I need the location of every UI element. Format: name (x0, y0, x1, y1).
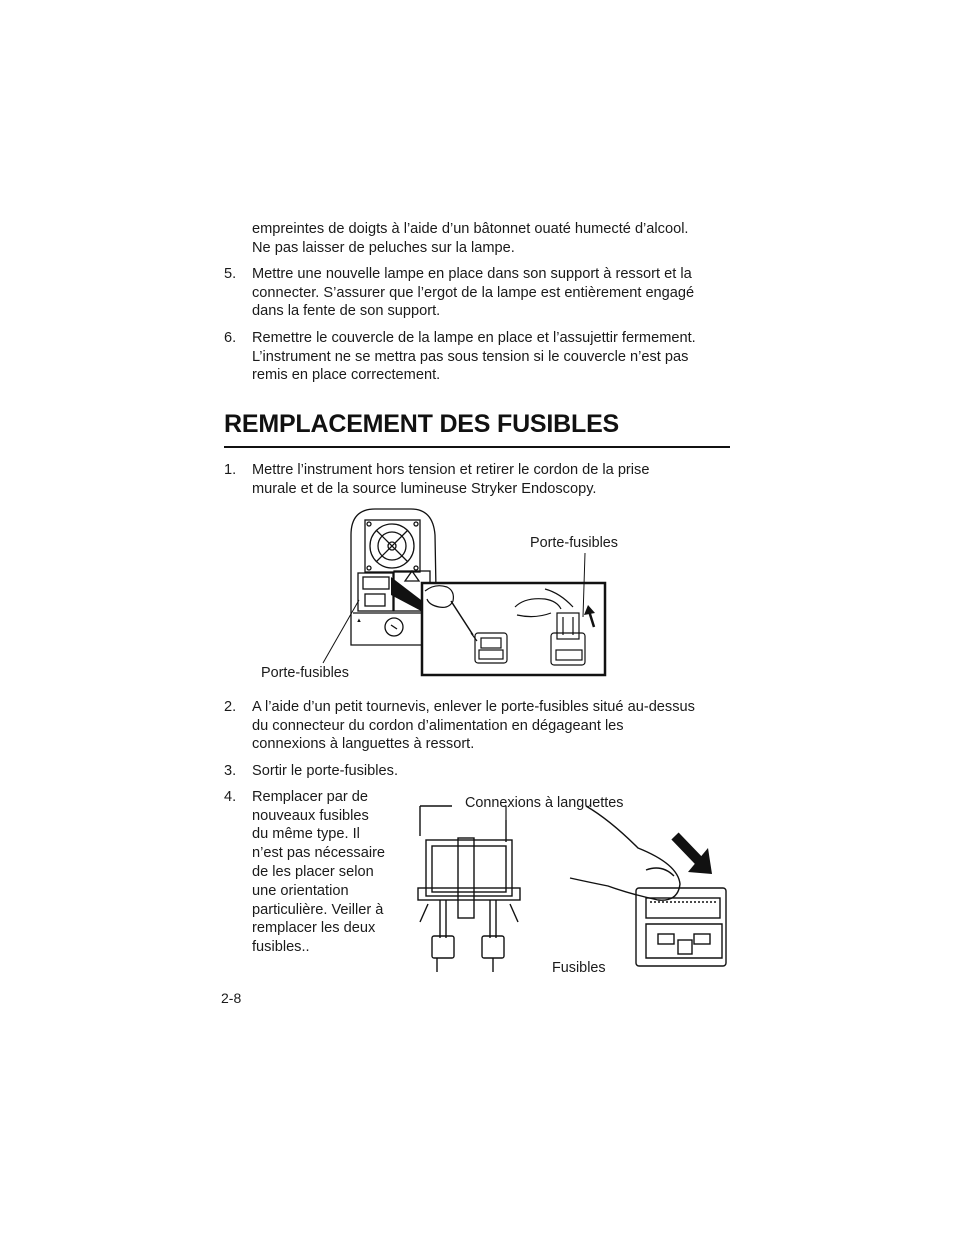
finger (570, 806, 680, 900)
figure-1-illustration (255, 505, 615, 685)
section-title: REMPLACEMENT DES FUSIBLES (224, 410, 620, 438)
fuse-step-1-number: 1. (224, 462, 237, 478)
step-5-number: 5. (224, 266, 237, 282)
fuse-step-4-line-6: une orientation (252, 883, 349, 899)
svg-text:▲: ▲ (356, 618, 362, 624)
fuse-step-4-line-1: Remplacer par de (252, 789, 368, 805)
step-6-line-1: Remettre le couvercle de la lampe en place et l’assujettir fermement. (252, 330, 696, 346)
fuse-left (432, 936, 454, 958)
figure-2-illustration (410, 790, 730, 972)
zoom-box (422, 583, 605, 675)
intro-line-2: Ne pas laisser de peluches sur la lampe. (252, 240, 515, 256)
intro-line-1: empreintes de doigts à l’aide d’un bâtonnet ouaté humecté d’alcool. (252, 221, 689, 237)
figure-fuse-replacement (410, 790, 730, 972)
fuse-step-4-line-4: n’est pas nécessaire (252, 845, 386, 861)
figure-2-label-bottom: Fusibles (552, 960, 606, 972)
fuse-holder-small (363, 577, 389, 589)
figure-1-label-top: Porte-fusibles (530, 535, 618, 551)
fuse-step-4-line-2: nouveaux fusibles (252, 808, 369, 824)
figure-fuse-holder-removal (255, 505, 618, 685)
page-number: 2-8 (221, 990, 242, 1006)
step-5-line-3: dans la fente de son support. (252, 303, 441, 319)
fuse-step-1-line-1: Mettre l’instrument hors tension et retirer le cordon de la prise (252, 462, 650, 478)
fuse-step-4-number: 4. (224, 789, 237, 805)
fuse-step-4-line-3: du même type. Il (252, 826, 360, 842)
fuse-step-4-line-8: remplacer les deux (252, 920, 376, 936)
step-5-line-1: Mettre une nouvelle lampe en place dans son support à ressort et la (252, 266, 692, 282)
fuse-step-3-number: 3. (224, 763, 237, 779)
fuse-step-2-line-2: du connecteur du cordon d’alimentation en dégageant les (252, 718, 624, 734)
inlet-fuse-drawer (646, 898, 720, 918)
fuse-step-3-line-1: Sortir le porte-fusibles. (252, 763, 398, 779)
step-6-line-2: L’instrument ne se mettra pas sous tension si le couvercle n’est pas (252, 349, 689, 365)
step-6-line-3: remis en place correctement. (252, 367, 441, 383)
fuse-step-1-line-2: murale et de la source lumineuse Stryker Endoscopy. (252, 481, 597, 497)
figure-2-label-top: Connexions à languettes (465, 795, 624, 811)
fuse-right (482, 936, 504, 958)
step-6-number: 6. (224, 330, 237, 346)
fuse-step-2-line-3: connexions à languettes à ressort. (252, 736, 475, 752)
fuse-step-4-line-5: de les placer selon (252, 864, 374, 880)
fuse-step-4-line-9: fusibles.. (252, 939, 310, 955)
step-5-line-2: connecter. S’assurer que l’ergot de la lampe est entièrement engagé (252, 285, 695, 301)
fuse-step-4-line-7: particulière. Veiller à (252, 902, 384, 918)
figure-1-label-bottom: Porte-fusibles (261, 665, 349, 681)
fuse-step-2-number: 2. (224, 699, 237, 715)
section-rule (224, 446, 730, 448)
fuse-step-2-line-1: A l’aide d’un petit tournevis, enlever le porte-fusibles situé au-dessus (252, 699, 695, 715)
